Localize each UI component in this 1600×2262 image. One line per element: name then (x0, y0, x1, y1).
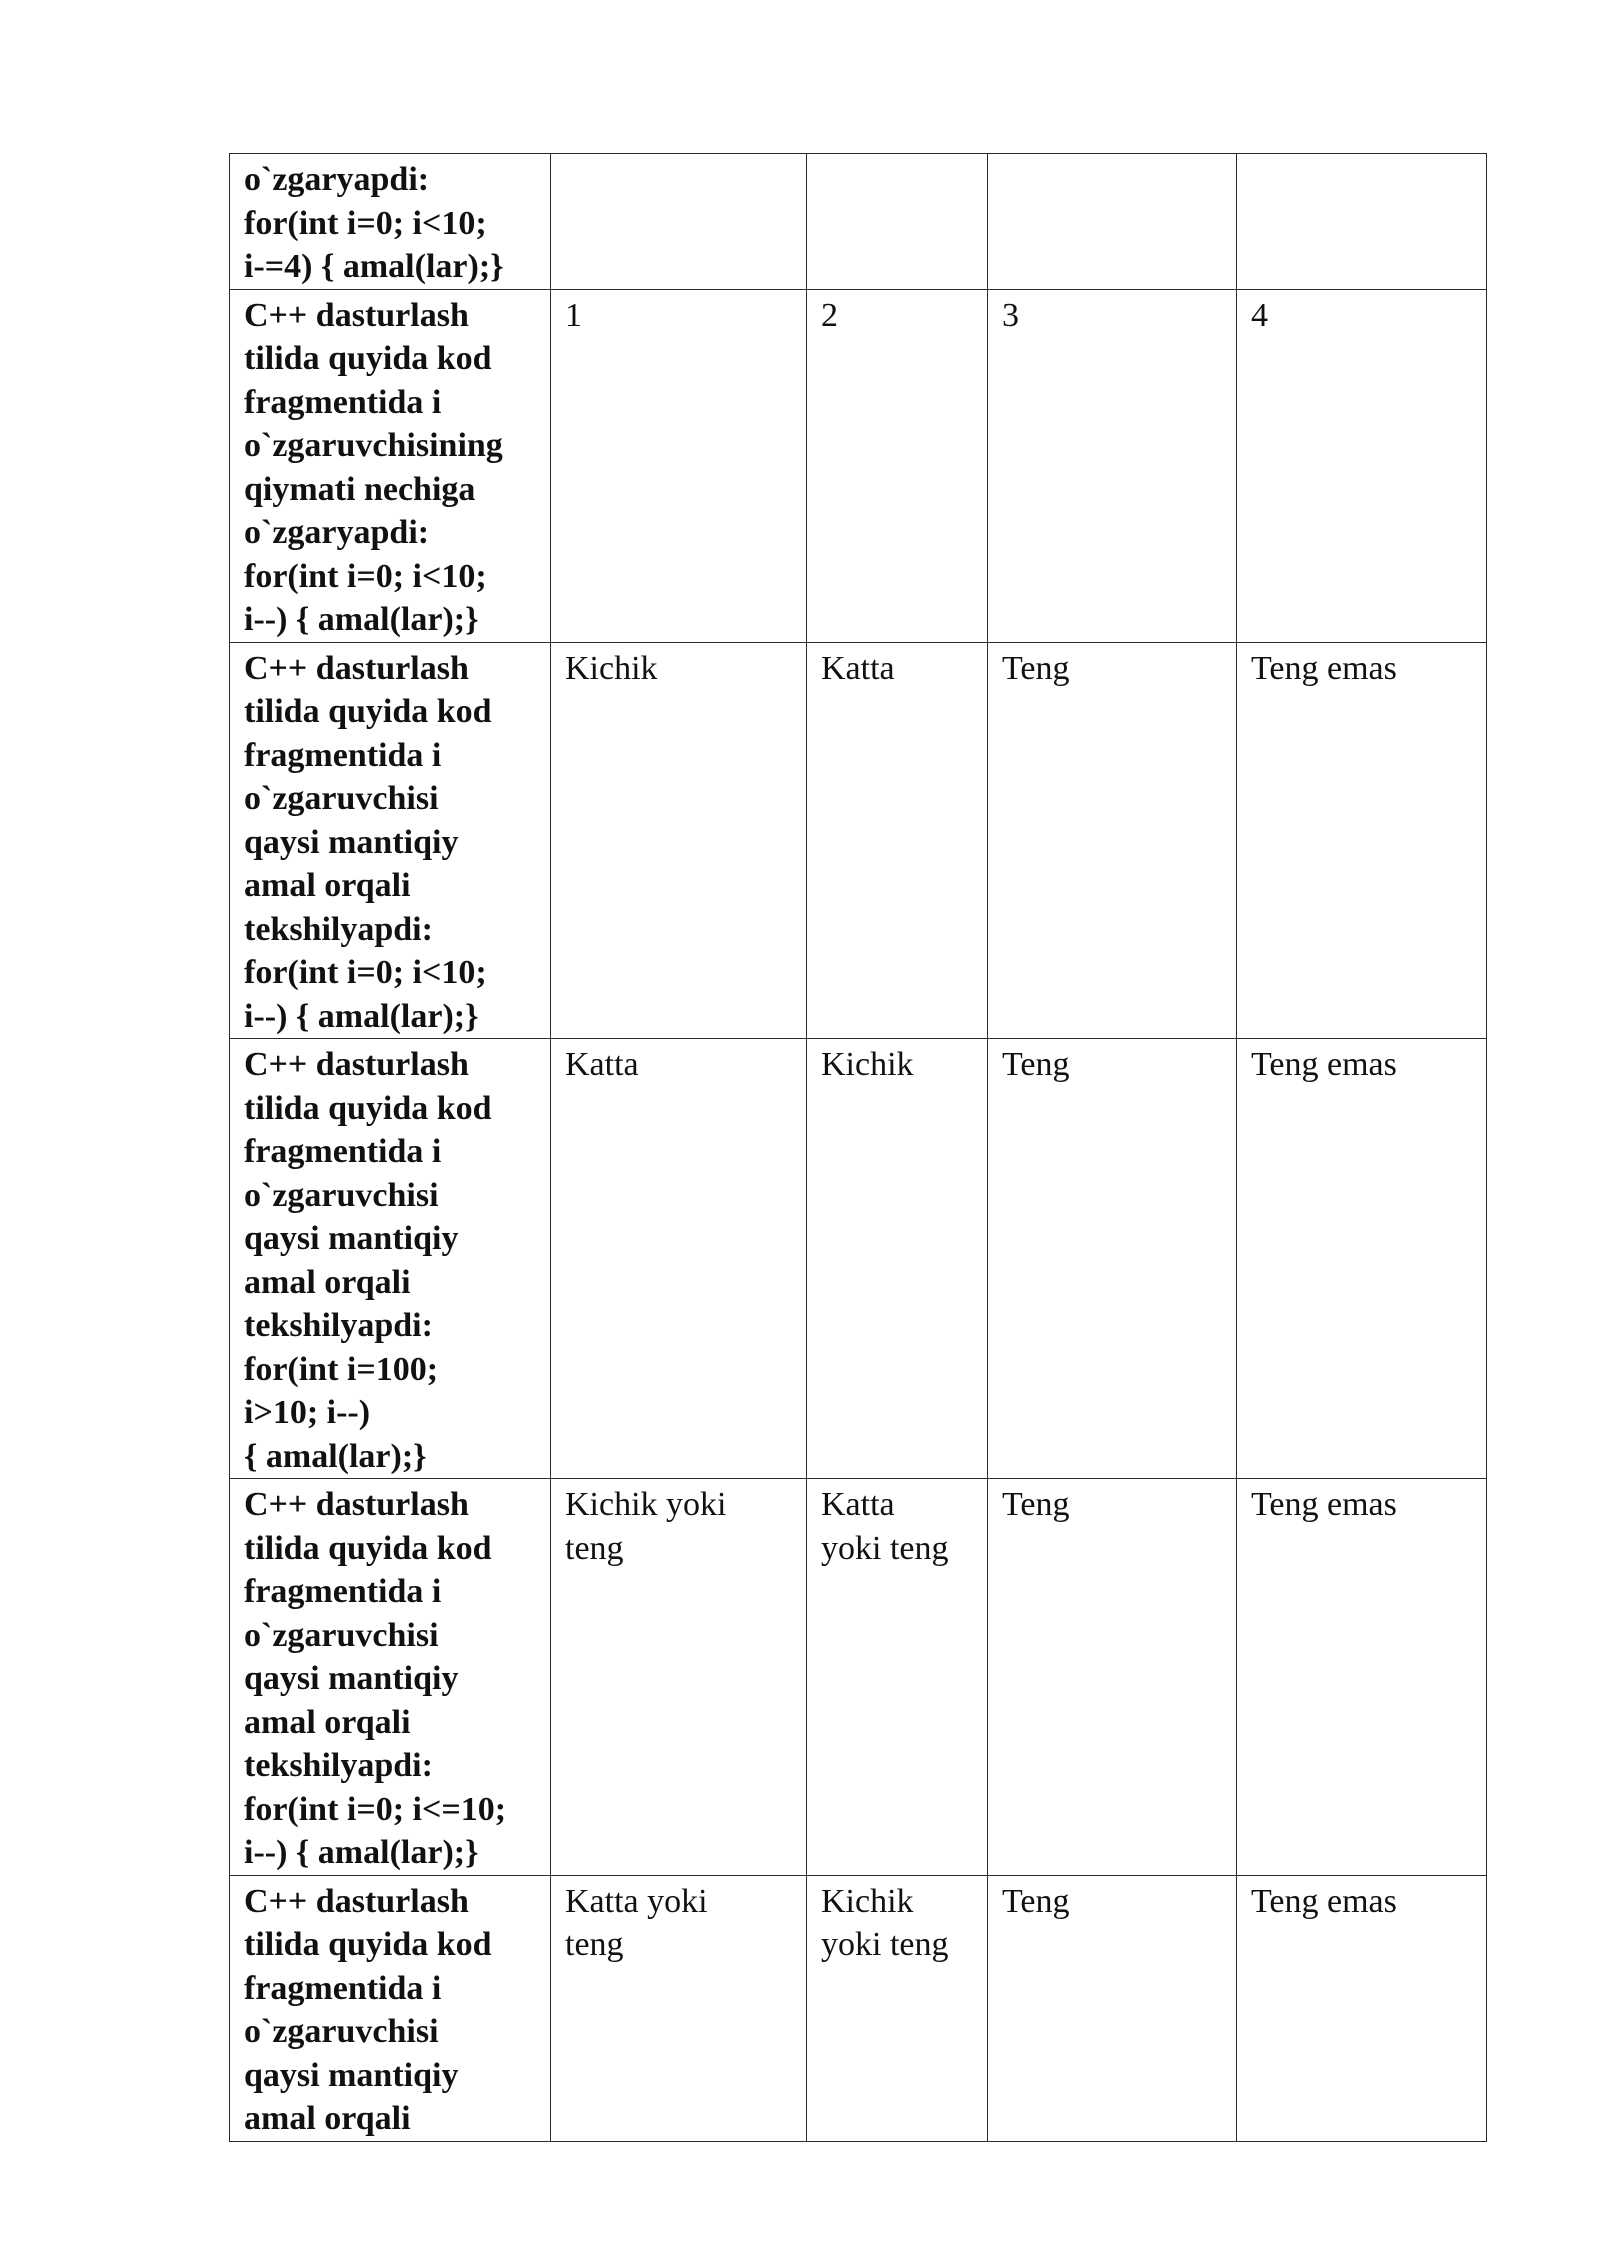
question-cell: o`zgaryapdi: for(int i=0; i<10; i-=4) { amal(lar);} (230, 154, 551, 290)
answer-c-cell: Teng (988, 1875, 1237, 2141)
answer-a-cell: 1 (551, 289, 807, 642)
answer-d-cell (1237, 154, 1487, 290)
answer-c-cell: 3 (988, 289, 1237, 642)
answer-d-cell: Teng emas (1237, 1875, 1487, 2141)
answer-a-cell (551, 154, 807, 290)
question-cell: C++ dasturlash tilida quyida kod fragmentida i o`zgaruvchisining qiymati nechiga o`zgaryapdi: for(int i=0; i<10; i--) { amal(lar);} (230, 289, 551, 642)
answer-b-cell (807, 154, 988, 290)
answer-d-cell: Teng emas (1237, 1039, 1487, 1479)
answer-a-cell: Katta (551, 1039, 807, 1479)
table-row (230, 154, 1487, 290)
answer-a-cell: Kichik yoki teng (551, 1479, 807, 1876)
answer-b-cell: Kichik (807, 1039, 988, 1479)
answer-d-cell: 4 (1237, 289, 1487, 642)
answer-c-cell: Teng (988, 642, 1237, 1039)
question-cell: C++ dasturlash tilida quyida kod fragmentida i o`zgaruvchisi qaysi mantiqiy amal orqali tekshilyapdi: for(int i=0; i<10; i--) { amal(lar);} (230, 642, 551, 1039)
table-row (230, 1479, 1487, 1876)
answer-d-cell: Teng emas (1237, 1479, 1487, 1876)
answer-b-cell: 2 (807, 289, 988, 642)
answer-c-cell: Teng (988, 1039, 1237, 1479)
answer-d-cell: Teng emas (1237, 642, 1487, 1039)
quiz-table (229, 153, 1487, 2142)
table-row (230, 642, 1487, 1039)
question-cell: C++ dasturlash tilida quyida kod fragmentida i o`zgaruvchisi qaysi mantiqiy amal orqali tekshilyapdi: for(int i=0; i<=10; i--) { amal(lar);} (230, 1479, 551, 1876)
answer-b-cell: Katta (807, 642, 988, 1039)
answer-b-cell: Kichik yoki teng (807, 1875, 988, 2141)
question-cell: C++ dasturlash tilida quyida kod fragmentida i o`zgaruvchisi qaysi mantiqiy amal orqali tekshilyapdi: for(int i=100; i>10; i--) { amal(lar);} (230, 1039, 551, 1479)
answer-a-cell: Kichik (551, 642, 807, 1039)
question-cell: C++ dasturlash tilida quyida kod fragmentida i o`zgaruvchisi qaysi mantiqiy amal orqali (230, 1875, 551, 2141)
table-row (230, 289, 1487, 642)
table-row (230, 1875, 1487, 2141)
answer-b-cell: Katta yoki teng (807, 1479, 988, 1876)
answer-a-cell: Katta yoki teng (551, 1875, 807, 2141)
answer-c-cell: Teng (988, 1479, 1237, 1876)
table-row (230, 1039, 1487, 1479)
answer-c-cell (988, 154, 1237, 290)
